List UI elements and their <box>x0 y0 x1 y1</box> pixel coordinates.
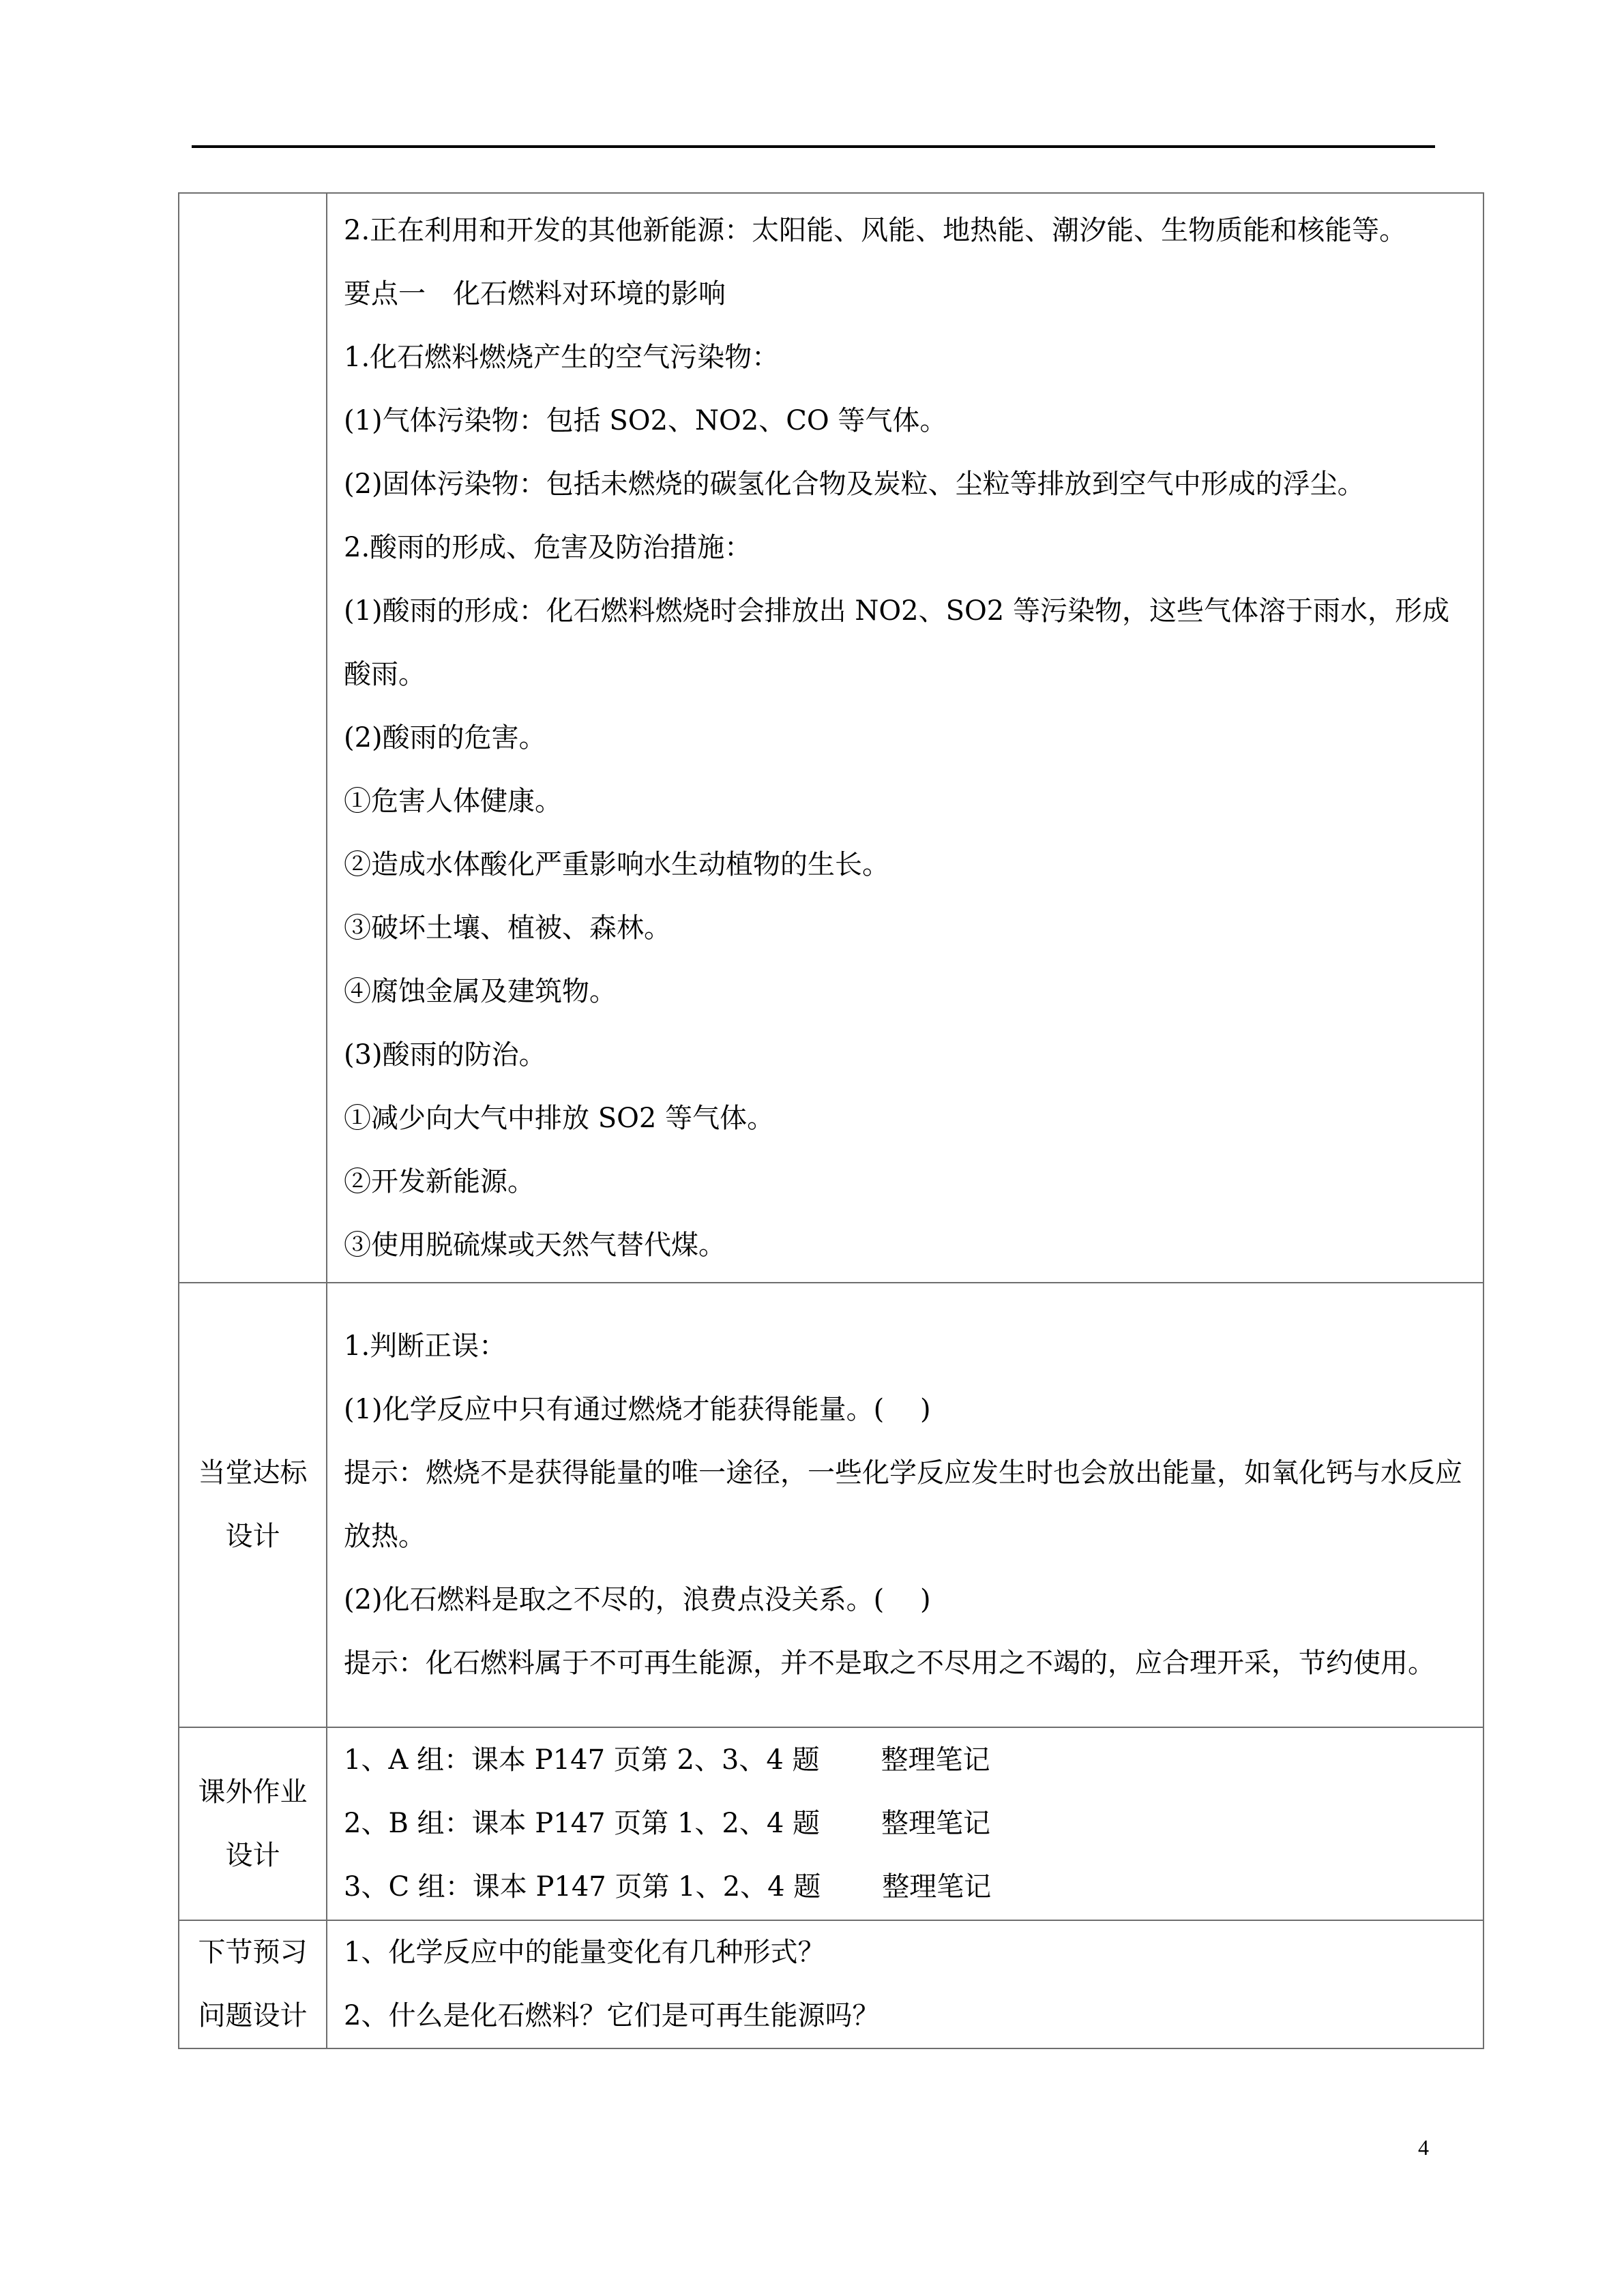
homework-note: 整理笔记 <box>881 1808 991 1839</box>
content-line: (2)化石燃料是取之不尽的，浪费点没关系。( ) <box>344 1584 931 1615</box>
row-label-preview-questions <box>179 1920 327 2048</box>
content-line: ①减少向大气中排放 SO2 等气体。 <box>344 1103 775 1134</box>
row-label-line: 设计 <box>225 1521 280 1552</box>
content-line: ③破坏土壤、植被、森林。 <box>344 912 671 944</box>
homework-item <box>344 1855 1469 1919</box>
page-number: 4 <box>1418 2135 1429 2160</box>
preview-questions-content <box>327 1920 1483 2048</box>
content-line: ②造成水体酸化严重影响水生动植物的生长。 <box>344 849 889 880</box>
section-heading: 要点一 化石燃料对环境的影响 <box>344 278 726 310</box>
homework-item <box>344 1792 1469 1855</box>
row-label-line: 课外作业 <box>198 1776 308 1808</box>
row-label-line: 当堂达标 <box>198 1457 308 1489</box>
key-points-content <box>327 193 1483 1283</box>
content-line: ①危害人体健康。 <box>344 786 562 817</box>
content-line: ③使用脱硫煤或天然气替代煤。 <box>344 1229 726 1261</box>
homework-note: 整理笔记 <box>882 1871 992 1903</box>
content-line: (1)酸雨的形成：化石燃料燃烧时会排放出 NO2、SO2 等污染物，这些气体溶于雨水，形成酸雨。 <box>344 595 1449 690</box>
in-class-check-content <box>327 1283 1483 1727</box>
content-line: (2)固体污染物：包括未燃烧的碳氢化合物及炭粒、尘粒等排放到空气中形成的浮尘。 <box>344 468 1365 500</box>
question-line: 1、化学反应中的能量变化有几种形式？ <box>344 1937 825 1968</box>
table-row-key-points <box>179 193 1483 1283</box>
homework-content <box>327 1727 1483 1920</box>
homework-task: 1、A 组：课本 P147 页第 2、3、4 题 <box>344 1744 820 1776</box>
table-row-preview-questions <box>179 1920 1483 2048</box>
content-line: ④腐蚀金属及建筑物。 <box>344 976 617 1007</box>
lesson-table <box>178 192 1484 2049</box>
homework-note: 整理笔记 <box>881 1744 990 1776</box>
row-label-homework <box>179 1727 327 1920</box>
content-line: 1.化石燃料燃烧产生的空气污染物： <box>344 342 780 373</box>
content-line: (1)气体污染物：包括 SO2、NO2、CO 等气体。 <box>344 405 947 436</box>
content-line: (3)酸雨的防治。 <box>344 1039 546 1071</box>
row-label-line: 设计 <box>225 1839 280 1871</box>
row-label-line: 下节预习 <box>198 1937 308 1968</box>
question-line: 2、什么是化石燃料？它们是可再生能源吗？ <box>344 2000 880 2031</box>
content-line: 2.正在利用和开发的其他新能源：太阳能、风能、地热能、潮汐能、生物质能和核能等。 <box>344 215 1407 246</box>
content-line: 1.判断正误： <box>344 1330 507 1362</box>
content-line: 2.酸雨的形成、危害及防治措施： <box>344 532 752 563</box>
header-rule <box>192 145 1435 148</box>
hint-line: 提示：化石燃料属于不可再生能源，并不是取之不尽用之不竭的，应合理开采，节约使用。 <box>344 1648 1435 1679</box>
content-line: ②开发新能源。 <box>344 1166 535 1197</box>
content-line: (1)化学反应中只有通过燃烧才能获得能量。( ) <box>344 1394 931 1425</box>
table-row-in-class-check <box>179 1283 1483 1727</box>
homework-task: 3、C 组：课本 P147 页第 1、2、4 题 <box>344 1871 821 1903</box>
table-row-homework <box>179 1727 1483 1920</box>
content-line: (2)酸雨的危害。 <box>344 722 546 754</box>
row-label-empty <box>179 193 327 1283</box>
row-label-in-class-check <box>179 1283 327 1727</box>
homework-task: 2、B 组：课本 P147 页第 1、2、4 题 <box>344 1808 821 1839</box>
row-label-line: 问题设计 <box>198 2000 308 2031</box>
homework-item <box>344 1729 1469 1792</box>
hint-line: 提示：燃烧不是获得能量的唯一途径，一些化学反应发生时也会放出能量，如氧化钙与水反应放热。 <box>344 1457 1462 1552</box>
